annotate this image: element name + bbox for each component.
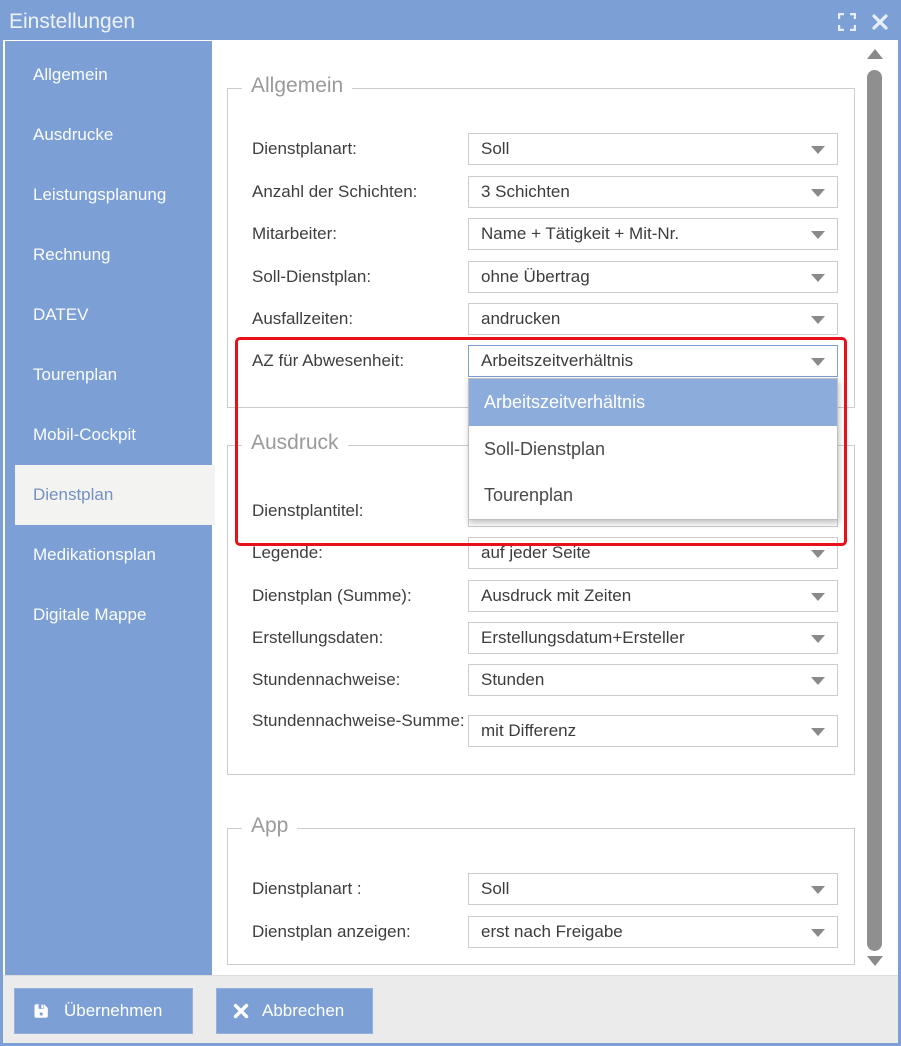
select-dienstplanart-value: Soll <box>481 139 510 158</box>
sidebar-item-allgemein[interactable]: Allgemein <box>33 65 108 84</box>
sidebar-item-dienstplan[interactable]: Dienstplan <box>15 465 215 525</box>
chevron-down-icon <box>811 677 825 685</box>
label-stundennachweise: Stundennachweise: <box>252 670 401 689</box>
select-app-dienstplanart-value: Soll <box>481 879 510 898</box>
sidebar-item-medikationsplan[interactable]: Medikationsplan <box>33 545 156 564</box>
select-erstellungsdaten[interactable] <box>468 622 838 654</box>
select-legende-value: auf jeder Seite <box>481 543 591 562</box>
dropdown-option-tourenplan[interactable]: Tourenplan <box>484 485 574 505</box>
arrow-up-icon[interactable] <box>867 49 883 59</box>
select-dienstplan-summe-value: Ausdruck mit Zeiten <box>481 586 632 605</box>
sidebar-item-leistungsplanung[interactable]: Leistungsplanung <box>33 185 167 204</box>
chevron-down-icon <box>811 593 825 601</box>
chevron-down-icon <box>811 189 825 197</box>
label-dienstplantitel: Dienstplantitel: <box>252 501 364 520</box>
section-allgemein-legend: Allgemein <box>242 74 352 98</box>
sidebar-item-datev[interactable]: DATEV <box>33 305 89 324</box>
label-dienstplanart: Dienstplanart: <box>252 139 357 158</box>
apply-button[interactable] <box>14 988 193 1034</box>
dialog-title: Einstellungen <box>9 10 136 33</box>
select-stundennachweise-summe-value: mit Differenz <box>481 721 577 740</box>
sidebar-item-rechnung[interactable]: Rechnung <box>33 245 111 264</box>
label-ausfallzeiten: Ausfallzeiten: <box>252 309 354 328</box>
az-abwesenheit-dropdown-list <box>468 378 838 520</box>
chevron-down-icon <box>811 231 825 239</box>
chevron-down-icon <box>811 274 825 282</box>
sidebar-item-digitale-mappe[interactable]: Digitale Mappe <box>33 605 147 624</box>
select-legende[interactable] <box>468 537 838 569</box>
x-icon <box>233 1003 249 1019</box>
maximize-icon[interactable] <box>838 13 856 31</box>
label-app-dienstplan-anzeigen: Dienstplan anzeigen: <box>252 922 411 941</box>
arrow-down-icon[interactable] <box>867 956 883 966</box>
titlebar <box>3 3 898 40</box>
chevron-down-icon <box>811 635 825 643</box>
select-dienstplanart[interactable] <box>468 133 838 165</box>
label-app-dienstplanart: Dienstplanart : <box>252 879 362 898</box>
save-icon <box>31 1001 51 1021</box>
sidebar-item-mobil-cockpit[interactable]: Mobil-Cockpit <box>33 425 136 444</box>
label-stundennachweise-summe: Stundennachweise-Summe: <box>252 711 465 730</box>
cancel-button[interactable] <box>216 988 373 1034</box>
sidebar-item-ausdrucke[interactable]: Ausdrucke <box>33 125 114 144</box>
select-mitarbeiter-value: Name + Tätigkeit + Mit-Nr. <box>481 224 680 243</box>
chevron-down-icon <box>811 358 825 366</box>
label-az-abwesenheit: AZ für Abwesenheit: <box>252 351 405 370</box>
select-ausfallzeiten-value: andrucken <box>481 309 561 328</box>
select-anzahl-schichten[interactable] <box>468 176 838 208</box>
chevron-down-icon <box>811 728 825 736</box>
cancel-button-label: Abbrechen <box>262 1001 345 1020</box>
scrollbar-thumb[interactable] <box>867 70 882 951</box>
chevron-down-icon <box>811 886 825 894</box>
apply-button-label: Übernehmen <box>64 1001 163 1020</box>
select-dienstplan-summe[interactable] <box>468 580 838 612</box>
select-app-dienstplan-anzeigen[interactable] <box>468 916 838 948</box>
select-mitarbeiter[interactable] <box>468 218 838 250</box>
label-mitarbeiter: Mitarbeiter: <box>252 224 338 243</box>
chevron-down-icon <box>811 929 825 937</box>
label-legende: Legende: <box>252 543 323 562</box>
select-az-abwesenheit-value: Arbeitszeitverhältnis <box>481 351 634 370</box>
section-ausdruck-legend: Ausdruck <box>242 431 348 455</box>
select-stundennachweise[interactable] <box>468 664 838 696</box>
select-soll-dienstplan[interactable] <box>468 261 838 293</box>
select-stundennachweise-value: Stunden <box>481 670 545 689</box>
sidebar-item-tourenplan[interactable]: Tourenplan <box>33 365 118 384</box>
label-erstellungsdaten: Erstellungsdaten: <box>252 628 384 647</box>
label-dienstplan-summe: Dienstplan (Summe): <box>252 586 412 605</box>
chevron-down-icon <box>811 146 825 154</box>
section-app <box>227 814 855 965</box>
label-soll-dienstplan: Soll-Dienstplan: <box>252 267 372 286</box>
section-app-legend: App <box>242 814 297 838</box>
select-ausfallzeiten[interactable] <box>468 303 838 335</box>
section-allgemein <box>227 74 855 408</box>
scrollbar <box>864 41 886 975</box>
dropdown-option-arbeitszeitverhaeltnis[interactable]: Arbeitszeitverhältnis <box>469 379 837 426</box>
dropdown-option-soll-dienstplan[interactable]: Soll-Dienstplan <box>484 438 606 459</box>
close-icon[interactable] <box>872 14 888 30</box>
select-az-abwesenheit[interactable] <box>468 345 838 377</box>
settings-sidebar <box>5 41 212 975</box>
select-stundennachweise-summe[interactable] <box>468 715 838 747</box>
footer-bar <box>3 975 898 1043</box>
select-erstellungsdaten-value: Erstellungsdatum+Ersteller <box>481 628 685 647</box>
chevron-down-icon <box>811 550 825 558</box>
select-app-dienstplanart[interactable] <box>468 873 838 905</box>
label-anzahl-schichten: Anzahl der Schichten: <box>252 182 418 201</box>
select-soll-dienstplan-value: ohne Übertrag <box>481 267 590 286</box>
select-app-dienstplan-anzeigen-value: erst nach Freigabe <box>481 922 623 941</box>
chevron-down-icon <box>811 316 825 324</box>
select-anzahl-schichten-value: 3 Schichten <box>481 182 570 201</box>
